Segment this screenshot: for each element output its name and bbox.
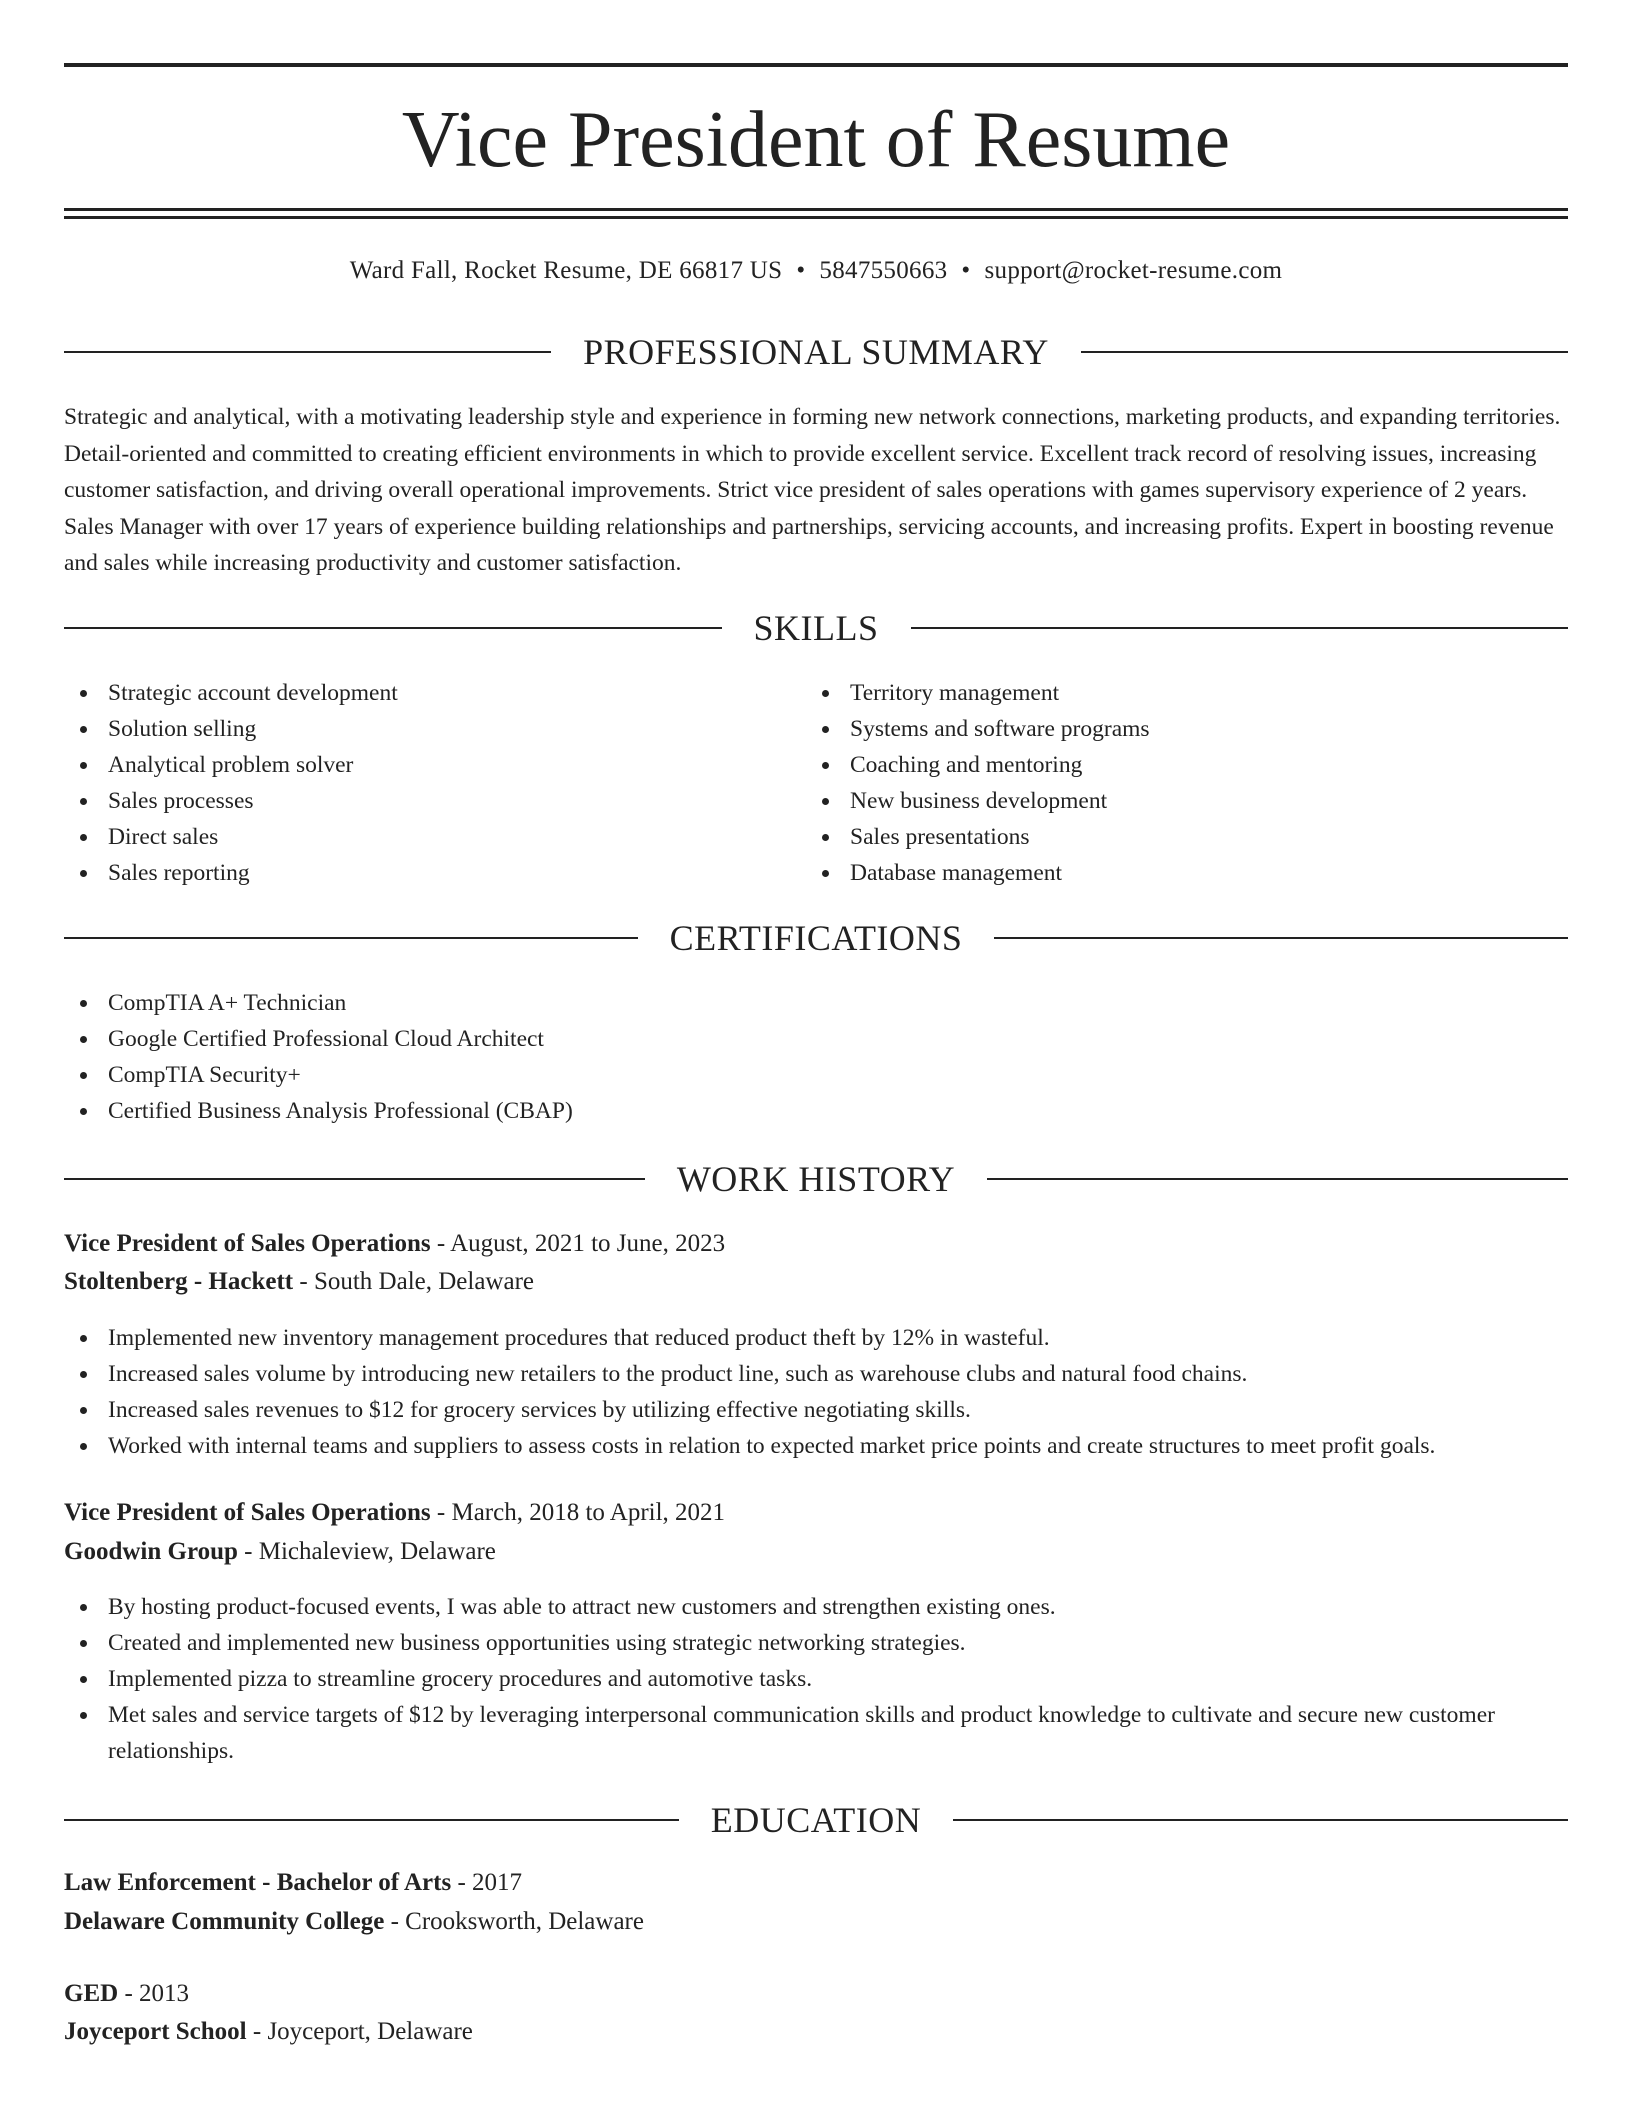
job-dates: - August, 2021 to June, 2023 xyxy=(430,1230,726,1257)
heading-rule xyxy=(953,1819,1568,1821)
education-degree: GED xyxy=(64,1980,119,2007)
skill-item: Coaching and mentoring xyxy=(806,747,1506,783)
candidate-name: Vice President of Resume xyxy=(401,96,1231,184)
heading-rule xyxy=(64,627,722,629)
section-heading-skills xyxy=(64,606,1568,650)
header-top-rule xyxy=(64,63,1568,67)
job-bullet: Implemented pizza to streamline grocery procedures and automotive tasks. xyxy=(64,1661,1524,1697)
job-company-line xyxy=(64,1263,534,1301)
heading-rule xyxy=(64,351,551,353)
job-bullet: Worked with internal teams and suppliers to assess costs in relation to expected market price points and create structures to meet profit goals. xyxy=(64,1428,1568,1464)
certification-item: Certified Business Analysis Professional (CBAP) xyxy=(64,1093,1464,1129)
job-bullet: Implemented new inventory management procedures that reduced product theft by 12% in wasteful. xyxy=(64,1320,1568,1356)
contact-phone: 5847550663 xyxy=(819,257,948,284)
education-location: - Joyceport, Delaware xyxy=(246,2018,473,2045)
heading-rule xyxy=(1081,351,1568,353)
job-title: Vice President of Sales Operations xyxy=(64,1499,431,1526)
job-company: Stoltenberg - Hackett xyxy=(64,1268,294,1295)
education-year: - 2017 xyxy=(451,1869,523,1896)
contact-line xyxy=(64,254,1568,288)
education-degree-line xyxy=(64,1864,522,1902)
section-heading-education xyxy=(64,1798,1568,1842)
section-heading-work-history xyxy=(64,1157,1568,1201)
job-bullet: Increased sales revenues to $12 for grocery services by utilizing effective negotiating skills. xyxy=(64,1392,1568,1428)
contact-separator: • xyxy=(961,257,971,284)
education-school-line xyxy=(64,1903,644,1941)
contact-email: support@rocket-resume.com xyxy=(984,257,1283,284)
heading-rule xyxy=(994,937,1568,939)
skill-item: Territory management xyxy=(806,675,1506,711)
job-bullet: By hosting product-focused events, I was able to attract new customers and strengthen existing ones. xyxy=(64,1589,1524,1625)
skill-item: Strategic account development xyxy=(64,675,764,711)
job-location: - Michaleview, Delaware xyxy=(237,1538,496,1565)
section-heading-summary xyxy=(64,330,1568,374)
skill-item: Database management xyxy=(806,855,1506,891)
section-title: PROFESSIONAL SUMMARY xyxy=(583,332,1049,372)
education-degree: Law Enforcement - Bachelor of Arts xyxy=(64,1869,452,1896)
job-bullets xyxy=(64,1589,1524,1769)
heading-rule xyxy=(987,1178,1568,1180)
job-bullet: Increased sales volume by introducing new retailers to the product line, such as warehouse clubs and natural food chains. xyxy=(64,1356,1568,1392)
job-company: Goodwin Group xyxy=(64,1538,238,1565)
skill-item: Solution selling xyxy=(64,711,764,747)
job-dates: - March, 2018 to April, 2021 xyxy=(430,1499,726,1526)
heading-rule xyxy=(911,627,1569,629)
contact-separator: • xyxy=(796,257,806,284)
job-bullet: Created and implemented new business opportunities using strategic networking strategies. xyxy=(64,1625,1524,1661)
section-title: EDUCATION xyxy=(710,1800,922,1840)
header-double-rule-upper xyxy=(64,208,1568,211)
job-bullets xyxy=(64,1320,1568,1464)
job-bullet: Met sales and service targets of $12 by leveraging interpersonal communication skills and product knowledge to cultivate and secure new customer relationships. xyxy=(64,1697,1524,1769)
job-title-line xyxy=(64,1225,725,1263)
heading-rule xyxy=(64,1178,645,1180)
skills-list-right xyxy=(806,675,1506,891)
job-title-line xyxy=(64,1494,725,1532)
section-title: CERTIFICATIONS xyxy=(669,918,963,958)
education-school: Joyceport School xyxy=(64,2018,247,2045)
job-location: - South Dale, Delaware xyxy=(293,1268,535,1295)
job-title: Vice President of Sales Operations xyxy=(64,1230,431,1257)
education-year: - 2013 xyxy=(118,1980,190,2007)
job-company-line xyxy=(64,1533,496,1571)
education-location: - Crooksworth, Delaware xyxy=(384,1908,644,1935)
skill-item: Sales processes xyxy=(64,783,764,819)
summary-text: Strategic and analytical, with a motivating leadership style and experience in forming new network connections, marketing products, and expanding territories. Detail-oriented and committed to creating efficient environments in which to provide excellent service. Excellent track record of resolving issues, increasing customer satisfaction, and driving overall operational improvements. Strict vice president of sales operations with games supervisory experience of 2 years. Sales Manager with over 17 years of experience building relationships and partnerships, servicing accounts, and increasing profits. Expert in boosting revenue and sales while increasing productivity and customer satisfaction. xyxy=(64,404,1561,576)
education-school-line xyxy=(64,2013,473,2051)
skill-item: New business development xyxy=(806,783,1506,819)
heading-rule xyxy=(64,1819,679,1821)
header-double-rule-lower xyxy=(64,216,1568,219)
certification-item: CompTIA Security+ xyxy=(64,1057,1464,1093)
section-title: SKILLS xyxy=(753,608,879,648)
skill-item: Direct sales xyxy=(64,819,764,855)
skill-item: Systems and software programs xyxy=(806,711,1506,747)
section-heading-certifications xyxy=(64,916,1568,960)
heading-rule xyxy=(64,937,638,939)
education-school: Delaware Community College xyxy=(64,1908,385,1935)
skill-item: Sales presentations xyxy=(806,819,1506,855)
certifications-list xyxy=(64,985,1464,1129)
contact-address: Ward Fall, Rocket Resume, DE 66817 US xyxy=(349,257,783,284)
section-title: WORK HISTORY xyxy=(676,1159,956,1199)
certification-item: CompTIA A+ Technician xyxy=(64,985,1464,1021)
skills-list-left xyxy=(64,675,764,891)
education-degree-line xyxy=(64,1975,189,2013)
certification-item: Google Certified Professional Cloud Architect xyxy=(64,1021,1464,1057)
skill-item: Sales reporting xyxy=(64,855,764,891)
skill-item: Analytical problem solver xyxy=(64,747,764,783)
